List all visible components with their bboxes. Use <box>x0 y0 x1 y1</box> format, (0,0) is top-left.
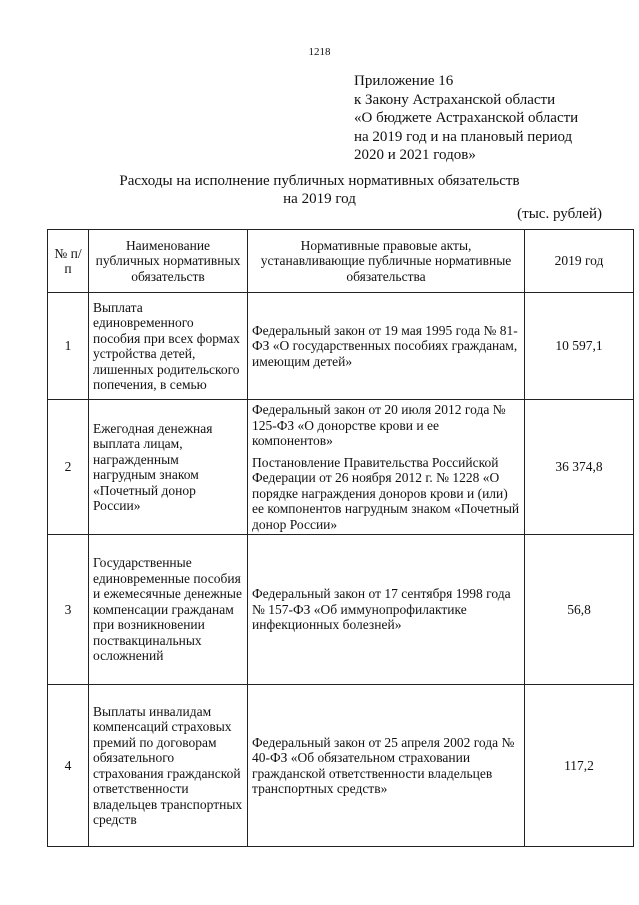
header-acts: Нормативные правовые акты, устанавливающие публичные нормативные обязательства <box>248 230 525 293</box>
expenses-table <box>47 229 634 847</box>
table-row <box>48 293 634 400</box>
row-name: Выплата единовременного пособия при всех формах устройства детей, лишенных родительского попечения, в семью <box>89 293 248 400</box>
appendix-line: 2020 и 2021 годов» <box>354 147 476 163</box>
table-row <box>48 400 634 535</box>
units-label: (тыс. рублей) <box>517 206 602 222</box>
legal-act: Федеральный закон от 19 мая 1995 года № 81-ФЗ «О государственных пособиях гражданам, имеющим детей» <box>252 322 518 369</box>
page-number: 1218 <box>308 46 331 58</box>
table-row <box>48 535 634 685</box>
table-row <box>48 685 634 847</box>
header-number: № п/п <box>48 230 89 293</box>
header-name: Наименование публичных нормативных обязательств <box>89 230 248 293</box>
row-number: 1 <box>48 293 89 400</box>
row-acts <box>248 535 525 685</box>
appendix-line: к Закону Астраханской области <box>354 91 556 108</box>
appendix-line: Приложение 16 <box>354 73 454 89</box>
row-amount: 36 374,8 <box>525 400 634 535</box>
appendix-line: на 2019 год и на плановый период <box>354 128 573 145</box>
row-amount: 117,2 <box>525 685 634 847</box>
appendix-line: «О бюджете Астраханской области <box>354 110 579 126</box>
row-number: 2 <box>48 400 89 535</box>
document-title <box>0 172 639 208</box>
row-amount: 56,8 <box>525 535 634 685</box>
row-number: 3 <box>48 535 89 685</box>
row-amount: 10 597,1 <box>525 293 634 400</box>
row-name: Ежегодная денежная выплата лицам, награжденным нагрудным знаком «Почетный донор России» <box>89 400 248 535</box>
legal-act: Федеральный закон от 17 сентября 1998 года № 157-ФЗ «Об иммунопрофилактике инфекционных болезней» <box>252 586 511 633</box>
row-number: 4 <box>48 685 89 847</box>
table-header-row <box>48 230 634 293</box>
legal-act: Постановление Правительства Российской Федерации от 26 ноября 2012 г. № 1228 «О порядке награждения доноров крови и (или) ее компонентов нагрудным знаком «Почетный донор России» <box>252 454 520 532</box>
title-line-1: Расходы на исполнение публичных нормативных обязательств <box>119 173 520 189</box>
legal-act: Федеральный закон от 25 апреля 2002 года № 40-ФЗ «Об обязательном страховании гражданской ответственности владельцев транспортных средств» <box>252 734 515 796</box>
row-acts <box>248 293 525 400</box>
row-name: Выплаты инвалидам компенсаций страховых премий по договорам обязательного страхования гражданской ответственности владельцев транспортных средств <box>89 685 248 847</box>
row-name: Государственные единовременные пособия и ежемесячные денежные компенсации гражданам при возникновении поствакцинальных осложнений <box>89 535 248 685</box>
row-acts <box>248 685 525 847</box>
appendix-reference <box>354 72 624 165</box>
title-line-2: на 2019 год <box>283 191 356 207</box>
row-acts <box>248 400 525 535</box>
header-amount: 2019 год <box>525 230 634 293</box>
legal-act: Федеральный закон от 20 июля 2012 года № 125-ФЗ «О донорстве крови и ее компонентов» <box>252 402 506 448</box>
